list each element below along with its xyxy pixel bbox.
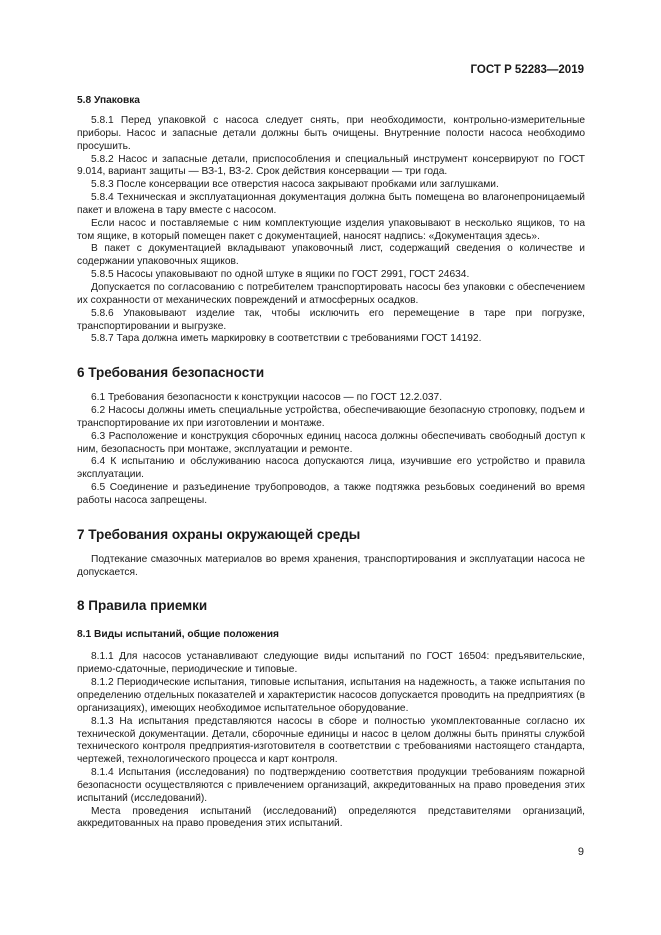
paragraph: 5.8.1 Перед упаковкой с насоса следует снять, при необходимости, контрольно-измерительные приборы. Насос и запасные детали должны быть очищены. Внутренние полости насоса необходимо просушить. — [77, 115, 585, 152]
document-id: ГОСТ Р 52283—2019 — [470, 64, 584, 76]
paragraph: 5.8.5 Насосы упаковывают по одной штуке в ящики по ГОСТ 2991, ГОСТ 24634. — [91, 269, 470, 281]
paragraph: Если насос и поставляемые с ним комплектующие изделия упаковывают в несколько ящиков, то на том ящике, в который помещен пакет с документацией, наносят надпись: «Документация здесь». — [77, 217, 585, 242]
page-number: 9 — [577, 846, 584, 858]
paragraph: 6.3 Расположение и конструкция сборочных единиц насоса должны обеспечивать свободный доступ к ним, безопасность при монтаже, эксплуатации и ремонте. — [77, 430, 585, 455]
paragraph: 5.8.3 После консервации все отверстия насоса закрывают пробками или заглушками. — [91, 179, 499, 191]
paragraph: 5.8.7 Тара должна иметь маркировку в соответствии с требованиями ГОСТ 14192. — [91, 333, 482, 345]
section-7-title: 7 Требования охраны окружающей среды — [77, 526, 361, 542]
section-8-title: 8 Правила приемки — [77, 598, 208, 614]
paragraph: 5.8.6 Упаковывают изделие так, чтобы исключить его перемещение в таре при погрузке, транспортировании и выгрузке. — [77, 307, 585, 332]
paragraph: 6.4 К испытанию и обслуживанию насоса допускаются лица, изучившие его устройство и правила эксплуатации. — [77, 456, 585, 481]
paragraph: Допускается по согласованию с потребителем транспортировать насосы без упаковки с обеспечением их сохранности от механических повреждений и атмосферных осадков. — [77, 281, 585, 306]
page-content — [77, 94, 585, 831]
paragraph: 8.1.3 На испытания представляются насосы в сборе и полностью укомплектованные согласно их технической документации. Детали, сборочные единицы и насос в целом должны быть приняты службой технического контроля предприятия-изготовителя в соответствии с требованиями настоящего стандарта, чертежей, технологического процесса и карт контроля. — [77, 715, 585, 766]
paragraph: 8.1.4 Испытания (исследования) по подтверждению соответствия продукции требованиям пожарной безопасности осуществляются с привлечением организаций, аккредитованных на право проведения этих испытаний (исследований). — [77, 767, 585, 804]
paragraph: 6.5 Соединение и разъединение трубопроводов, а также подтяжка резьбовых соединений во время работы насоса запрещены. — [77, 482, 585, 506]
paragraph: 6.2 Насосы должны иметь специальные устройства, обеспечивающие безопасную строповку, подъем и транспортирование их при изготовлении и монтаже. — [77, 405, 585, 429]
paragraph: 8.1.1 Для насосов устанавливают следующие виды испытаний по ГОСТ 16504: предъявительские, приемо-сдаточные, периодические и типовые. — [77, 651, 585, 676]
paragraph: 5.8.4 Техническая и эксплуатационная документация должна быть помещена во влагонепроницаемый пакет и вложена в тару вместе с насосом. — [77, 192, 585, 216]
paragraph: 8.1.2 Периодические испытания, типовые испытания, испытания на надежность, а также испытания по определению отдельных показателей и характеристик насосов допускается проводить на предприятиях (в организациях), имеющих необходимое испытательное оборудование. — [77, 677, 585, 714]
paragraph: 6.1 Требования безопасности к конструкции насосов — по ГОСТ 12.2.037. — [91, 392, 443, 404]
paragraph: Подтекание смазочных материалов во время хранения, транспортирования и эксплуатации насоса не допускается. — [77, 553, 585, 578]
section-8-1-title: 8.1 Виды испытаний, общие положения — [77, 629, 279, 641]
section-6-title: 6 Требования безопасности — [77, 365, 265, 381]
section-5-8-title: 5.8 Упаковка — [77, 95, 140, 106]
paragraph: В пакет с документацией вкладывают упаковочный лист, содержащий сведения о количестве и содержании упаковочных ящиков. — [77, 243, 585, 268]
paragraph: 5.8.2 Насос и запасные детали, приспособления и специальный инструмент консервируют по ГОСТ 9.014, вариант защиты — ВЗ-1, ВЗ-2. Срок действия консервации — три года. — [77, 153, 585, 178]
paragraph: Места проведения испытаний (исследований) определяются представителями организаций, аккредитованных на право проведения этих испытаний. — [77, 805, 585, 830]
